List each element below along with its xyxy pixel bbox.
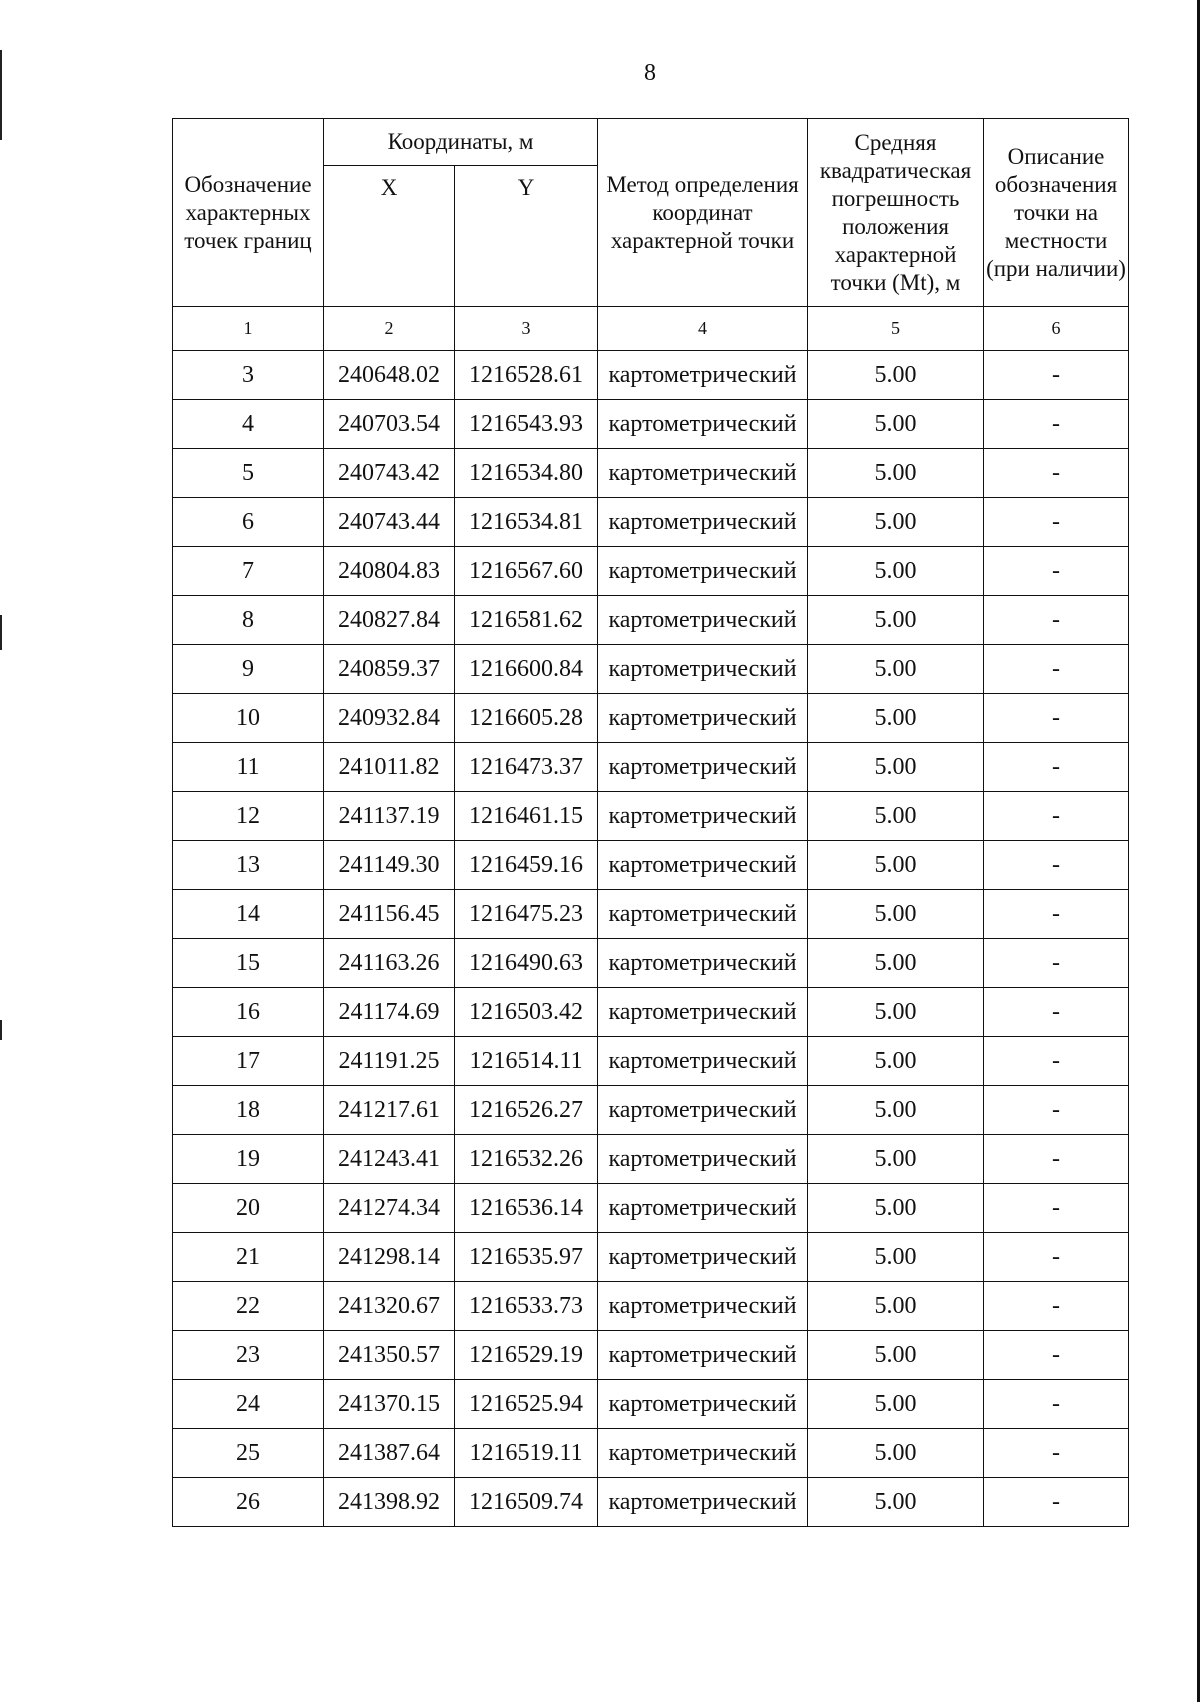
cell-method: картометрический — [598, 939, 808, 988]
cell-point: 20 — [173, 1184, 324, 1233]
cell-y: 1216473.37 — [455, 743, 598, 792]
cell-x: 241156.45 — [324, 890, 455, 939]
cell-error: 5.00 — [808, 841, 984, 890]
cell-x: 240743.42 — [324, 449, 455, 498]
header-error: Средняя квадратическая погрешность положения характерной точки (Mt), м — [808, 119, 984, 307]
table-row — [173, 694, 1129, 743]
cell-error: 5.00 — [808, 743, 984, 792]
header-x: X — [324, 166, 455, 307]
cell-method: картометрический — [598, 1184, 808, 1233]
cell-description: - — [984, 1478, 1129, 1527]
cell-point: 17 — [173, 1037, 324, 1086]
cell-y: 1216525.94 — [455, 1380, 598, 1429]
cell-method: картометрический — [598, 1429, 808, 1478]
cell-x: 241387.64 — [324, 1429, 455, 1478]
cell-error: 5.00 — [808, 1135, 984, 1184]
cell-description: - — [984, 449, 1129, 498]
cell-x: 241137.19 — [324, 792, 455, 841]
cell-point: 15 — [173, 939, 324, 988]
cell-x: 241163.26 — [324, 939, 455, 988]
cell-description: - — [984, 694, 1129, 743]
cell-point: 19 — [173, 1135, 324, 1184]
cell-method: картометрический — [598, 351, 808, 400]
cell-y: 1216535.97 — [455, 1233, 598, 1282]
cell-method: картометрический — [598, 1086, 808, 1135]
cell-y: 1216490.63 — [455, 939, 598, 988]
cell-y: 1216605.28 — [455, 694, 598, 743]
cell-description: - — [984, 400, 1129, 449]
cell-error: 5.00 — [808, 449, 984, 498]
cell-y: 1216475.23 — [455, 890, 598, 939]
cell-x: 240827.84 — [324, 596, 455, 645]
cell-x: 241174.69 — [324, 988, 455, 1037]
cell-method: картометрический — [598, 1380, 808, 1429]
cell-y: 1216509.74 — [455, 1478, 598, 1527]
cell-method: картометрический — [598, 400, 808, 449]
cell-x: 240804.83 — [324, 547, 455, 596]
cell-error: 5.00 — [808, 351, 984, 400]
cell-y: 1216528.61 — [455, 351, 598, 400]
cell-method: картометрический — [598, 792, 808, 841]
cell-method: картометрический — [598, 1037, 808, 1086]
table-row — [173, 1086, 1129, 1135]
cell-error: 5.00 — [808, 1331, 984, 1380]
scan-edge-mark — [0, 615, 2, 650]
cell-x: 241398.92 — [324, 1478, 455, 1527]
cell-y: 1216534.81 — [455, 498, 598, 547]
cell-description: - — [984, 1037, 1129, 1086]
cell-description: - — [984, 1135, 1129, 1184]
cell-y: 1216534.80 — [455, 449, 598, 498]
cell-description: - — [984, 547, 1129, 596]
cell-description: - — [984, 1086, 1129, 1135]
cell-point: 12 — [173, 792, 324, 841]
cell-description: - — [984, 498, 1129, 547]
cell-point: 6 — [173, 498, 324, 547]
cell-method: картометрический — [598, 890, 808, 939]
cell-point: 14 — [173, 890, 324, 939]
cell-y: 1216514.11 — [455, 1037, 598, 1086]
cell-method: картометрический — [598, 449, 808, 498]
cell-point: 16 — [173, 988, 324, 1037]
cell-method: картометрический — [598, 694, 808, 743]
table-row — [173, 1478, 1129, 1527]
cell-y: 1216536.14 — [455, 1184, 598, 1233]
cell-description: - — [984, 1282, 1129, 1331]
cell-method: картометрический — [598, 988, 808, 1037]
page-number: 8 — [644, 60, 656, 86]
cell-error: 5.00 — [808, 547, 984, 596]
table-row — [173, 400, 1129, 449]
cell-y: 1216526.27 — [455, 1086, 598, 1135]
cell-x: 241320.67 — [324, 1282, 455, 1331]
cell-point: 21 — [173, 1233, 324, 1282]
table-row — [173, 1429, 1129, 1478]
cell-y: 1216529.19 — [455, 1331, 598, 1380]
cell-method: картометрический — [598, 1282, 808, 1331]
cell-point: 22 — [173, 1282, 324, 1331]
cell-error: 5.00 — [808, 1380, 984, 1429]
cell-point: 9 — [173, 645, 324, 694]
cell-error: 5.00 — [808, 890, 984, 939]
table-row — [173, 743, 1129, 792]
cell-x: 241298.14 — [324, 1233, 455, 1282]
cell-description: - — [984, 1184, 1129, 1233]
cell-method: картометрический — [598, 498, 808, 547]
cell-x: 241370.15 — [324, 1380, 455, 1429]
cell-error: 5.00 — [808, 645, 984, 694]
table-row — [173, 596, 1129, 645]
cell-y: 1216533.73 — [455, 1282, 598, 1331]
table-body — [173, 307, 1129, 1527]
cell-error: 5.00 — [808, 1233, 984, 1282]
column-number-row — [173, 307, 1129, 351]
cell-x: 241243.41 — [324, 1135, 455, 1184]
cell-error: 5.00 — [808, 939, 984, 988]
cell-y: 1216461.15 — [455, 792, 598, 841]
cell-x: 241350.57 — [324, 1331, 455, 1380]
cell-description: - — [984, 645, 1129, 694]
header-y: Y — [455, 166, 598, 307]
cell-error: 5.00 — [808, 1086, 984, 1135]
cell-point: 25 — [173, 1429, 324, 1478]
cell-description: - — [984, 743, 1129, 792]
cell-x: 241217.61 — [324, 1086, 455, 1135]
table-row — [173, 1037, 1129, 1086]
cell-x: 241011.82 — [324, 743, 455, 792]
cell-description: - — [984, 1331, 1129, 1380]
cell-error: 5.00 — [808, 498, 984, 547]
cell-error: 5.00 — [808, 1282, 984, 1331]
cell-error: 5.00 — [808, 694, 984, 743]
cell-y: 1216532.26 — [455, 1135, 598, 1184]
cell-error: 5.00 — [808, 1478, 984, 1527]
table-row — [173, 1135, 1129, 1184]
cell-x: 240743.44 — [324, 498, 455, 547]
cell-description: - — [984, 351, 1129, 400]
table-row — [173, 939, 1129, 988]
cell-description: - — [984, 792, 1129, 841]
table-row — [173, 547, 1129, 596]
cell-description: - — [984, 939, 1129, 988]
cell-y: 1216600.84 — [455, 645, 598, 694]
cell-method: картометрический — [598, 645, 808, 694]
coordinates-table — [172, 118, 1129, 1527]
table-row — [173, 1331, 1129, 1380]
table-row — [173, 890, 1129, 939]
table-row — [173, 351, 1129, 400]
cell-y: 1216519.11 — [455, 1429, 598, 1478]
column-number: 4 — [598, 307, 808, 351]
cell-error: 5.00 — [808, 988, 984, 1037]
table-row — [173, 449, 1129, 498]
cell-y: 1216581.62 — [455, 596, 598, 645]
cell-description: - — [984, 841, 1129, 890]
table-row — [173, 1233, 1129, 1282]
cell-method: картометрический — [598, 743, 808, 792]
column-number: 2 — [324, 307, 455, 351]
cell-error: 5.00 — [808, 792, 984, 841]
cell-point: 7 — [173, 547, 324, 596]
cell-method: картометрический — [598, 547, 808, 596]
cell-method: картометрический — [598, 1478, 808, 1527]
cell-point: 8 — [173, 596, 324, 645]
table-row — [173, 1282, 1129, 1331]
cell-x: 241274.34 — [324, 1184, 455, 1233]
cell-x: 240932.84 — [324, 694, 455, 743]
cell-point: 4 — [173, 400, 324, 449]
column-number: 3 — [455, 307, 598, 351]
cell-method: картометрический — [598, 596, 808, 645]
cell-description: - — [984, 1380, 1129, 1429]
table-row — [173, 1184, 1129, 1233]
cell-error: 5.00 — [808, 1429, 984, 1478]
cell-description: - — [984, 1429, 1129, 1478]
cell-point: 26 — [173, 1478, 324, 1527]
cell-error: 5.00 — [808, 1037, 984, 1086]
table-row — [173, 645, 1129, 694]
cell-point: 5 — [173, 449, 324, 498]
table-row — [173, 1380, 1129, 1429]
cell-method: картометрический — [598, 1135, 808, 1184]
cell-y: 1216567.60 — [455, 547, 598, 596]
cell-description: - — [984, 890, 1129, 939]
table-row — [173, 792, 1129, 841]
cell-point: 13 — [173, 841, 324, 890]
table-row — [173, 841, 1129, 890]
cell-y: 1216503.42 — [455, 988, 598, 1037]
cell-method: картометрический — [598, 1331, 808, 1380]
table-row — [173, 988, 1129, 1037]
column-number: 5 — [808, 307, 984, 351]
cell-method: картометрический — [598, 1233, 808, 1282]
header-point: Обозначение характерных точек границ — [173, 119, 324, 307]
cell-x: 240703.54 — [324, 400, 455, 449]
scan-edge-mark — [0, 1020, 2, 1040]
cell-point: 3 — [173, 351, 324, 400]
cell-description: - — [984, 988, 1129, 1037]
cell-x: 241149.30 — [324, 841, 455, 890]
cell-method: картометрический — [598, 841, 808, 890]
cell-x: 240648.02 — [324, 351, 455, 400]
header-description: Описание обозначения точки на местности (при наличии) — [984, 119, 1129, 307]
cell-error: 5.00 — [808, 1184, 984, 1233]
column-number: 1 — [173, 307, 324, 351]
cell-description: - — [984, 1233, 1129, 1282]
cell-x: 241191.25 — [324, 1037, 455, 1086]
cell-description: - — [984, 596, 1129, 645]
cell-point: 24 — [173, 1380, 324, 1429]
header-coordinates: Координаты, м — [324, 119, 598, 166]
header-method: Метод определения координат характерной точки — [598, 119, 808, 307]
cell-point: 23 — [173, 1331, 324, 1380]
table-row — [173, 498, 1129, 547]
cell-x: 240859.37 — [324, 645, 455, 694]
cell-error: 5.00 — [808, 596, 984, 645]
cell-error: 5.00 — [808, 400, 984, 449]
cell-y: 1216543.93 — [455, 400, 598, 449]
cell-point: 11 — [173, 743, 324, 792]
cell-point: 10 — [173, 694, 324, 743]
cell-point: 18 — [173, 1086, 324, 1135]
cell-y: 1216459.16 — [455, 841, 598, 890]
column-number: 6 — [984, 307, 1129, 351]
